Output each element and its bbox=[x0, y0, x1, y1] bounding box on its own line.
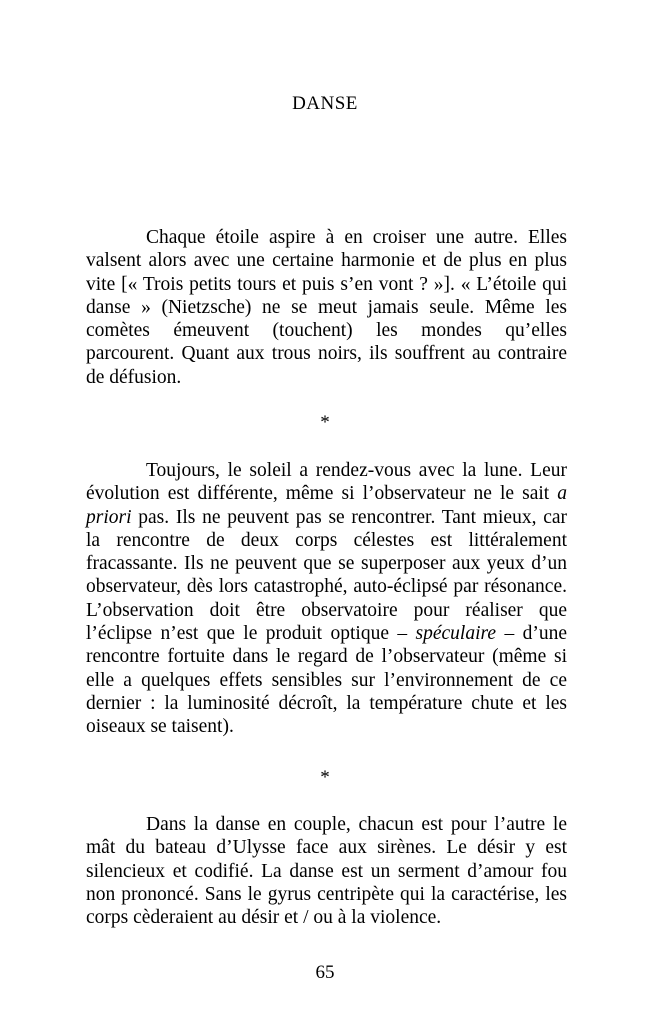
paragraph-2-italic-a-priori: a priori bbox=[86, 483, 567, 528]
page-number: 65 bbox=[315, 962, 335, 983]
paragraph-1-text: Chaque étoile aspire à en croiser une autre. Elles valsent alors avec une certaine harmonie et de plus en plus vite [« Trois petits tours et puis s’en vont ? »]. « L’étoile qui danse » (Nietzsche) ne se meut jamais seule. Même les comètes émeuvent (touchent) les mondes qu’elles parcourent. Quant aux trous noirs, ils souffrent au contraire de défusion. bbox=[86, 227, 567, 388]
paragraph-2-segment-1: Toujours, le soleil a rendez-vous avec la lune. Leur évolution est différente, même si l’observateur ne le sait bbox=[86, 460, 567, 505]
section-separator-1: * bbox=[320, 412, 330, 433]
paragraph-2-segment-3: pas. Ils ne peuvent pas se rencontrer. Tant mieux, car la rencontre de deux corps célestes est littéralement fracassante. Ils ne peuvent que se superposer aux yeux d’un observateur, dès lors catastrophé, auto-éclipsé par résonance. L’observation doit être observatoire pour réaliser que l’éclipse n’est que le produit optique – bbox=[86, 506, 567, 645]
paragraph-1 bbox=[86, 226, 567, 389]
paragraph-2-segment-5: – d’une rencontre fortuite dans le regard de l’observateur (même si elle a quelques effets sensibles sur l’environnement de ce dernier : la luminosité décroît, la température chute et les oiseaux se taisent). bbox=[86, 623, 567, 738]
chapter-title: DANSE bbox=[292, 93, 358, 114]
paragraph-2-italic-speculaire: spéculaire bbox=[415, 623, 497, 645]
section-separator-2: * bbox=[320, 767, 330, 788]
paragraph-3-text: Dans la danse en couple, chacun est pour l’autre le mât du bateau d’Ulysse face aux sirènes. Le désir y est silencieux et codifié. La danse est un serment d’amour fou non prononcé. Sans le gyrus centripète qui la caractérise, les corps cèderaient au désir et / ou à la violence. bbox=[86, 814, 567, 929]
paragraph-2 bbox=[86, 459, 567, 739]
paragraph-3 bbox=[86, 813, 567, 929]
